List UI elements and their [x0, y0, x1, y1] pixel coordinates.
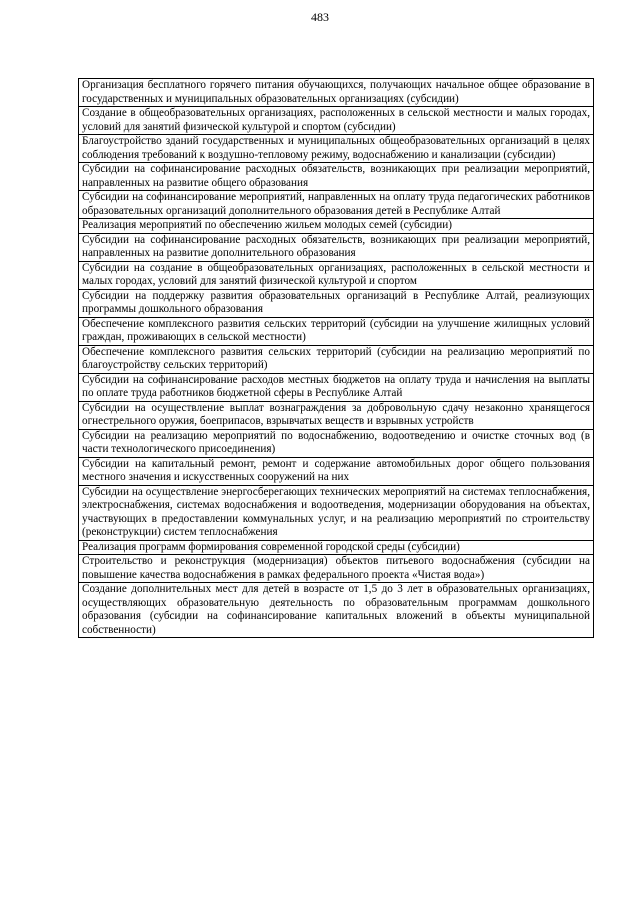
table-row	[79, 163, 594, 191]
table-row	[79, 317, 594, 345]
table-row	[79, 261, 594, 289]
page-number: 483	[311, 10, 329, 24]
table-row	[79, 107, 594, 135]
table-cell: Субсидии на софинансирование расходных обязательств, возникающих при реализации мероприятий, направленных на развитие дополнительного образования	[79, 233, 594, 261]
table-row	[79, 401, 594, 429]
table-cell: Субсидии на осуществление выплат вознаграждения за добровольную сдачу незаконно хранящегося огнестрельного оружия, боеприпасов, взрывчатых веществ и взрывных устройств	[79, 401, 594, 429]
table-row	[79, 233, 594, 261]
table-row	[79, 289, 594, 317]
table-row	[79, 457, 594, 485]
table-cell: Субсидии на софинансирование мероприятий, направленных на оплату труда педагогических работников образовательных организаций дополнительного образования детей в Республике Алтай	[79, 191, 594, 219]
table-cell: Субсидии на создание в общеобразовательных организациях, расположенных в сельской местности и малых городах, условий для занятий физической культурой и спортом	[79, 261, 594, 289]
table-cell: Организация бесплатного горячего питания обучающихся, получающих начальное общее образование в государственных и муниципальных образовательных организациях (субсидии)	[79, 79, 594, 107]
table-row	[79, 583, 594, 638]
table-cell: Благоустройство зданий государственных и муниципальных общеобразовательных организаций в целях соблюдения требований к воздушно-тепловому режиму, водоснабжению и канализации (субсидии)	[79, 135, 594, 163]
table-row	[79, 373, 594, 401]
table-row	[79, 540, 594, 555]
table-cell: Субсидии на капитальный ремонт, ремонт и содержание автомобильных дорог общего пользования местного значения и искусственных сооружений на них	[79, 457, 594, 485]
table-cell: Субсидии на осуществление энергосберегающих технических мероприятий на системах теплоснабжения, электроснабжения, системах водоснабжения и водоотведения, модернизации оборудования на объектах, участвующих в предоставлении коммунальных услуг, и на реализацию мероприятий по строительству (реконструкции) систем теплоснабжения	[79, 485, 594, 540]
table-cell: Строительство и реконструкция (модернизация) объектов питьевого водоснабжения (субсидии на повышение качества водоснабжения в рамках федерального проекта «Чистая вода»)	[79, 555, 594, 583]
table-cell: Создание в общеобразовательных организациях, расположенных в сельской местности и малых городах, условий для занятий физической культурой и спортом (субсидии)	[79, 107, 594, 135]
table-cell: Реализация программ формирования современной городской среды (субсидии)	[79, 540, 594, 555]
table-cell: Обеспечение комплексного развития сельских территорий (субсидии на реализацию мероприятий по благоустройству сельских территорий)	[79, 345, 594, 373]
table-cell: Субсидии на софинансирование расходов местных бюджетов на оплату труда и начисления на выплаты по оплате труда работников бюджетной сферы в Республике Алтай	[79, 373, 594, 401]
subsidy-list-table	[78, 78, 594, 638]
table-cell: Субсидии на поддержку развития образовательных организаций в Республике Алтай, реализующих программы дошкольного образования	[79, 289, 594, 317]
table-row	[79, 345, 594, 373]
table-row	[79, 219, 594, 234]
table-cell: Обеспечение комплексного развития сельских территорий (субсидии на улучшение жилищных условий граждан, проживающих в сельской местности)	[79, 317, 594, 345]
table-cell: Создание дополнительных мест для детей в возрасте от 1,5 до 3 лет в образовательных организациях, осуществляющих образовательную деятельность по образовательным программам дошкольного образования (субсидии на софинансирование капитальных вложений в объекты муниципальной собственности)	[79, 583, 594, 638]
table-row	[79, 429, 594, 457]
table-cell: Субсидии на софинансирование расходных обязательств, возникающих при реализации мероприятий, направленных на развитие общего образования	[79, 163, 594, 191]
table-cell: Реализация мероприятий по обеспечению жильем молодых семей (субсидии)	[79, 219, 594, 234]
table-row	[79, 79, 594, 107]
table-row	[79, 555, 594, 583]
table-row	[79, 135, 594, 163]
table-row	[79, 191, 594, 219]
table-cell: Субсидии на реализацию мероприятий по водоснабжению, водоотведению и очистке сточных вод (в части технологического присоединения)	[79, 429, 594, 457]
table-row	[79, 485, 594, 540]
